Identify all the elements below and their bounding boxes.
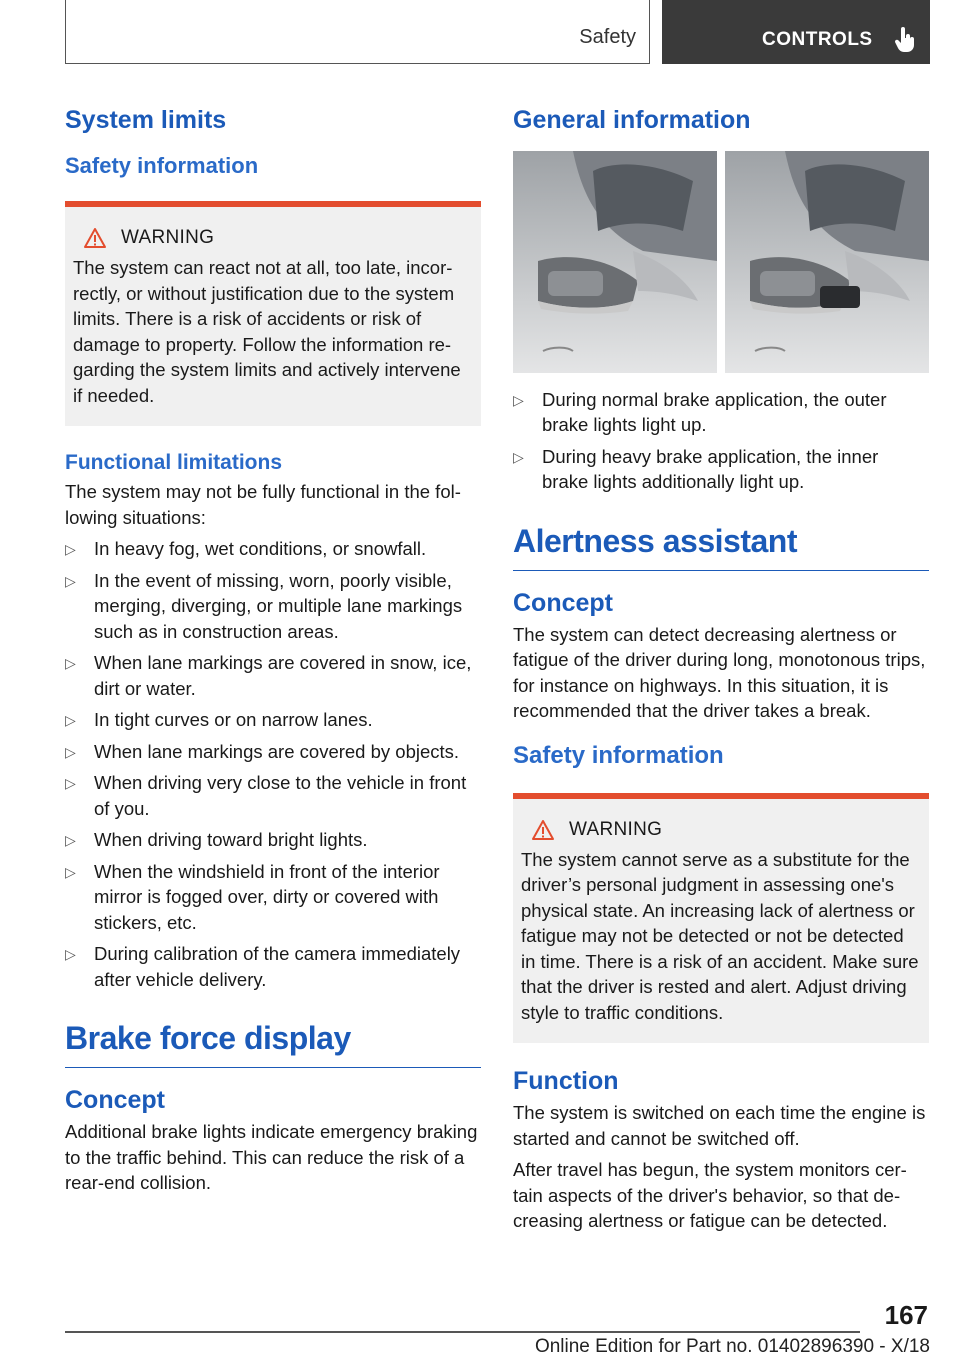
- left-column: [65, 96, 481, 1196]
- list-item: ▷ During heavy brake application, the inner brake lights additionally light up.: [513, 445, 879, 493]
- header-section-box: [65, 0, 650, 64]
- heading-safety-information: Safety information: [65, 152, 259, 178]
- warning-title: WARNING: [569, 818, 663, 840]
- brake-lights-list: [513, 387, 929, 495]
- triangle-right-icon: ▷: [65, 743, 76, 760]
- heading-concept-right: Concept: [513, 588, 613, 617]
- brake-lights-normal-image: [513, 151, 717, 373]
- list-item: ▷ When lane markings are covered in snow, ice, dirt or water.: [65, 652, 472, 699]
- heading-system-limits: System limits: [65, 106, 227, 134]
- warning-header: [531, 819, 921, 841]
- triangle-right-icon: ▷: [65, 775, 76, 792]
- page-header: [65, 0, 930, 64]
- chapter-brake-force-display: Brake force display: [65, 1020, 481, 1068]
- functional-intro: The system may not be fully functional in the following situations:: [65, 481, 461, 528]
- header-chapter-label: CONTROLS: [762, 29, 873, 50]
- warning-triangle-icon: [531, 819, 555, 841]
- heading-functional-limitations: Functional limitations: [65, 451, 283, 475]
- heading-safety-information-right: Safety information: [513, 741, 724, 769]
- warning-header: [83, 227, 473, 249]
- triangle-right-icon: ▷: [65, 712, 76, 729]
- header-chapter-tab: [662, 0, 930, 64]
- heading-function: Function: [513, 1067, 619, 1096]
- list-item: ▷ In heavy fog, wet conditions, or snowfall.: [65, 536, 481, 562]
- triangle-right-icon: ▷: [65, 946, 76, 963]
- list-item: ▷ In the event of missing, worn, poorly visible, merging, diverging, or multiple lane markings such as in construction areas.: [65, 569, 463, 642]
- warning-text: The system cannot serve as a substitute for the driver’s personal judgment in assessing one's physical state. An increasing lack of alertness or fatigue may not be detected or not be detected in time. There is a risk of an accident. Make sure that the driver is rested and alert. Adjust driving style to traffic conditions.: [521, 848, 919, 1023]
- brake-lights-figure: [513, 151, 929, 373]
- footer-rule: [65, 1331, 860, 1333]
- triangle-right-icon: ▷: [65, 541, 76, 558]
- warning-triangle-icon: [83, 227, 107, 249]
- heading-general-information: General information: [513, 106, 751, 134]
- page-number: 167: [884, 1300, 928, 1330]
- list-item: ▷ During normal brake application, the outer brake lights light up.: [513, 388, 887, 436]
- triangle-right-icon: ▷: [513, 391, 524, 408]
- concept-text-right: The system can detect decreasing alertness or fatigue of the driver during long, monotonous trips, for instance on highways. In this situation, it is recommended that the driver takes a break.: [513, 623, 926, 722]
- warning-box-right: [513, 793, 929, 1044]
- warning-title: WARNING: [121, 227, 215, 249]
- concept-text: Additional brake lights indicate emergency braking to the traffic behind. This can reduce the risk of a rear-end collision.: [65, 1121, 478, 1194]
- header-section-title: Safety: [579, 26, 636, 48]
- right-column: [513, 96, 929, 1234]
- limitations-list: [65, 536, 481, 992]
- function-text-2: After travel has begun, the system monitors certain aspects of the driver's behavior, so that decreasing alertness or fatigue can be detected.: [513, 1159, 907, 1232]
- list-item: ▷ In tight curves or on narrow lanes.: [65, 707, 481, 733]
- list-item: ▷ When driving toward bright lights.: [65, 827, 481, 853]
- footer-edition: Online Edition for Part no. 01402896390 - X/18: [534, 1336, 930, 1357]
- triangle-right-icon: ▷: [65, 863, 76, 880]
- function-text-1: The system is switched on each time the engine is started and cannot be switched off.: [513, 1102, 926, 1149]
- warning-text: The system can react not at all, too late, incorrectly, or without justification due to the system limits. There is a risk of accidents or risk of damage to property. Follow the information regarding the system limits and actively intervene if needed.: [73, 257, 461, 406]
- brake-lights-heavy-image: [725, 151, 929, 373]
- chapter-alertness-assistant: Alertness assistant: [513, 523, 929, 571]
- triangle-right-icon: ▷: [65, 572, 76, 589]
- warning-box: [65, 201, 481, 426]
- list-item: ▷ When driving very close to the vehicle in front of you.: [65, 772, 467, 819]
- triangle-right-icon: ▷: [513, 448, 524, 465]
- list-item: ▷ When the windshield in front of the interior mirror is fogged over, dirty or covered with stickers, etc.: [65, 860, 440, 933]
- triangle-right-icon: ▷: [65, 832, 76, 849]
- pointing-hand-icon: [894, 27, 916, 58]
- triangle-right-icon: ▷: [65, 655, 76, 672]
- list-item: ▷ When lane markings are covered by objects.: [65, 739, 481, 765]
- list-item: ▷ During calibration of the camera immediately after vehicle delivery.: [65, 943, 461, 990]
- heading-concept: Concept: [65, 1086, 165, 1115]
